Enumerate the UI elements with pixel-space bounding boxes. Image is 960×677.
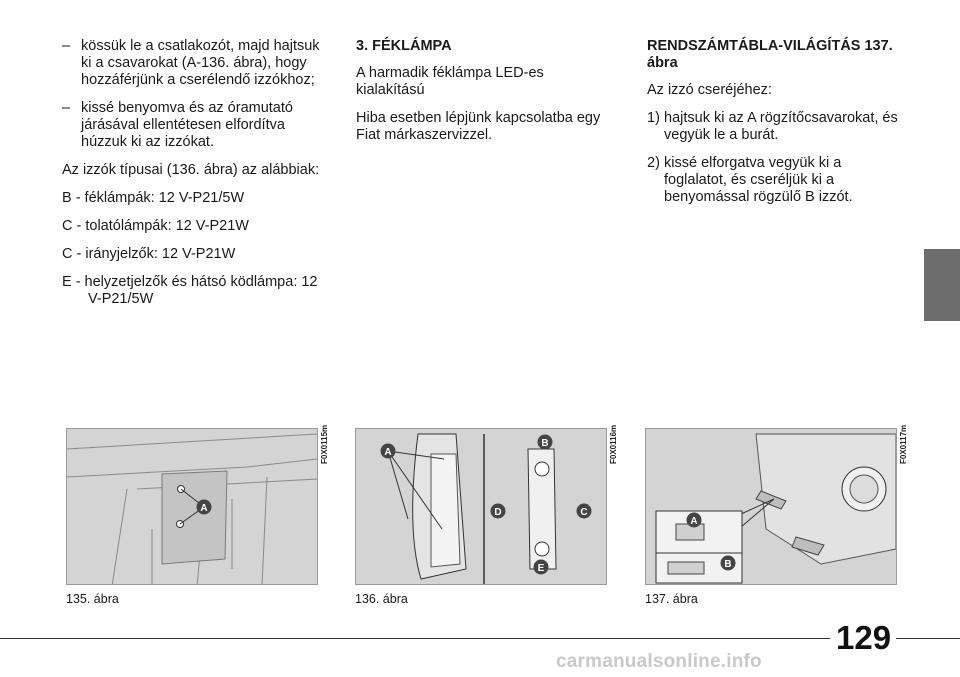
figure-137-illustration [646,429,897,585]
callout-label-a: A [384,447,392,458]
chapter-tab [924,249,960,321]
paragraph: Hiba esetben lépjünk kapcsolatba egy Fiat márkaszervizzel. [356,110,601,143]
callout-label-b: B [541,438,549,449]
footer-rule [0,638,830,639]
figure-135 [66,428,318,585]
dash-item: – kissé benyomva és az óramutató járásával ellentétesen elfordítva húzzuk ki az izzókat. [62,100,293,150]
column-3 [647,38,907,217]
column-2 [356,38,606,155]
figure-code: F0X0117m [899,424,908,464]
callout-label-c: C [580,507,588,518]
section-heading: 3. FÉKLÁMPA [356,38,452,54]
callout-label-b: B [724,559,732,570]
paragraph: Az izzó cseréjéhez: [647,82,772,98]
page-number: 129 [836,619,892,656]
callout-label-d: D [494,507,502,518]
numbered-step: 1) hajtsuk ki az A rögzítőcsavarokat, és vegyük le a burát. [647,110,898,143]
section-heading: RENDSZÁMTÁBLA-VILÁGÍTÁS 137. ábra [647,38,893,71]
figure-caption: 135. ábra [66,592,119,606]
figure-137 [645,428,897,585]
callout-label-e: E [537,563,545,574]
paragraph: A harmadik féklámpa LED-es kialakítású [356,65,544,98]
callout-label-a: A [200,503,208,514]
figure-136 [355,428,607,585]
callout-label-a: A [690,516,698,527]
footer-rule [896,638,960,639]
figure-135-illustration [67,429,318,585]
dash-item: – kössük le a csatlakozót, majd hajtsuk ki a csavarokat (A-136. ábra), hogy hozzáférjünk a cserélendő izzókhoz; [62,38,320,88]
bulb-type-item: C - irányjelzők: 12 V-P21W [62,246,236,262]
figure-caption: 136. ábra [355,592,408,606]
bulb-type-item: C - tolatólámpák: 12 V-P21W [62,218,249,234]
column-1 [62,38,322,319]
figure-caption: 137. ábra [645,592,698,606]
bulb-types-intro: Az izzók típusai (136. ábra) az alábbiak: [62,162,320,178]
figure-code: F0X0116m [609,424,618,464]
bulb-type-item: B - féklámpák: 12 V-P21/5W [62,190,245,206]
watermark: carmanualsonline.info [556,651,762,672]
numbered-step: 2) kissé elforgatva vegyük ki a foglalatot, és cseréljük ki a benyomással rögzülő B izzót. [647,155,853,205]
figure-code: F0X0115m [320,424,329,464]
bulb-type-item: E - helyzetjelzők és hátsó ködlámpa: 12 V-P21/5W [62,274,318,307]
figure-136-illustration [356,429,607,585]
